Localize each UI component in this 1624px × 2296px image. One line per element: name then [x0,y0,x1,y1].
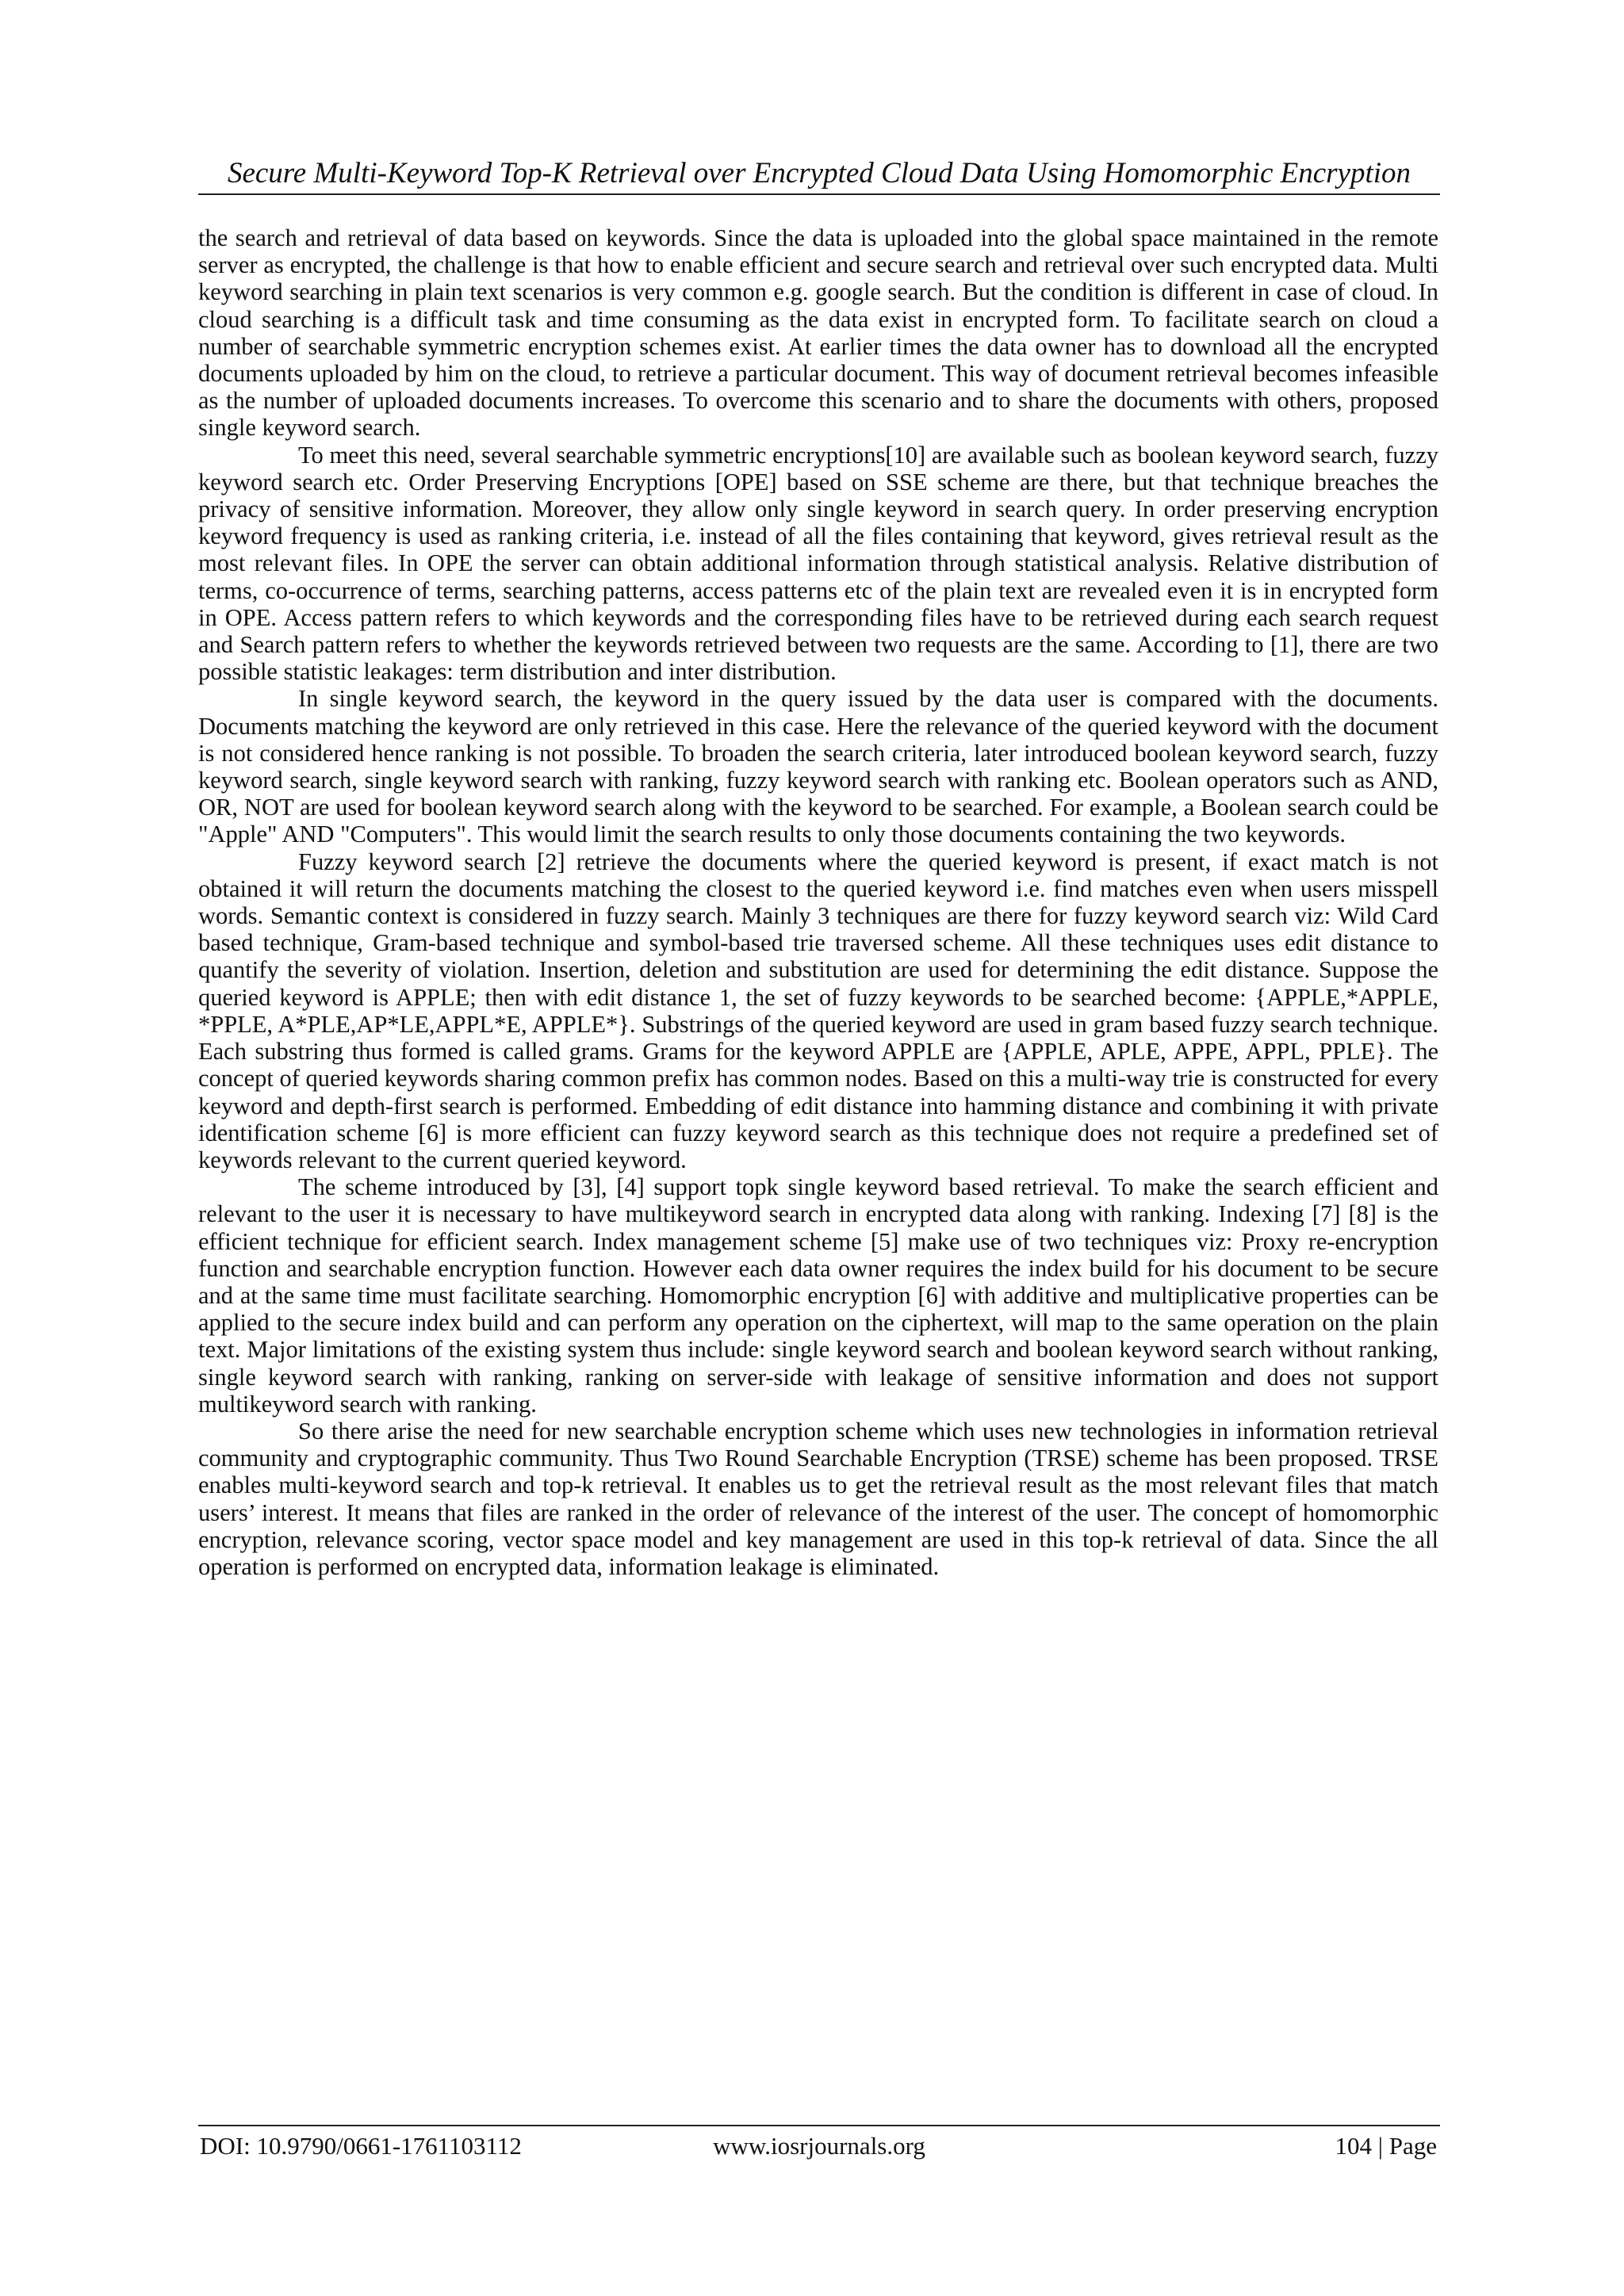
paragraph: Fuzzy keyword search [2] retrieve the documents where the queried keyword is present, if exact match is not obtained it will return the documents matching the closest to the queried keyword i.e. find matches even when users misspell words. Semantic context is considered in fuzzy search. Mainly 3 techniques are there for fuzzy keyword search viz: Wild Card based technique, Gram-based technique and symbol-based trie traversed scheme. All these techniques uses edit distance to quantify the severity of violation. Insertion, deletion and substitution are used for determining the edit distance. Suppose the queried keyword is APPLE; then with edit distance 1, the set of fuzzy keywords to be searched become: {APPLE,*APPLE, *PPLE, A*PLE,AP*LE,APPL*E, APPLE*}. Substrings of the queried keyword are used in gram based fuzzy search technique. Each substring thus formed is called grams. Grams for the keyword APPLE are {APPLE, APLE, APPE, APPL, PPLE}. The concept of queried keywords sharing common prefix has common nodes. Based on this a multi-way trie is constructed for every keyword and depth-first search is performed. Embedding of edit distance into hamming distance and combining it with private identification scheme [6] is more efficient can fuzzy keyword search as this technique does not require a predefined set of keywords relevant to the current queried keyword. [198,848,1438,1173]
paragraph: So there arise the need for new searchable encryption scheme which uses new technologies in information retrieval community and cryptographic community. Thus Two Round Searchable Encryption (TRSE) scheme has been proposed. TRSE enables multi-keyword search and top-k retrieval. It enables us to get the retrieval result as the most relevant files that match users’ interest. It means that files are ranked in the order of relevance of the interest of the user. The concept of homomorphic encryption, relevance scoring, vector space model and key management are used in this top-k retrieval of data. Since the all operation is performed on encrypted data, information leakage is eliminated. [198,1417,1438,1580]
doi-text: DOI: 10.9790/0661-1761103112 [200,2132,522,2160]
body-text [198,224,1438,1580]
page-number: 104 | Page [1335,2132,1437,2160]
paragraph: the search and retrieval of data based on keywords. Since the data is uploaded into the global space maintained in the remote server as encrypted, the challenge is that how to enable efficient and secure search and retrieval over such encrypted data. Multi keyword searching in plain text scenarios is very common e.g. google search. But the condition is different in case of cloud. In cloud searching is a difficult task and time consuming as the data exist in encrypted form. To facilitate search on cloud a number of searchable symmetric encryption schemes exist. At earlier times the data owner has to download all the encrypted documents uploaded by him on the cloud, to retrieve a particular document. This way of document retrieval becomes infeasible as the number of uploaded documents increases. To overcome this scenario and to share the documents with others, proposed single keyword search. [198,224,1438,442]
paragraph: The scheme introduced by [3], [4] support topk single keyword based retrieval. To make the search efficient and relevant to the user it is necessary to have multikeyword search in encrypted data along with ranking. Indexing [7] [8] is the efficient technique for efficient search. Index management scheme [5] make use of two techniques viz: Proxy re-encryption function and searchable encryption function. However each data owner requires the index build for his document to be secure and at the same time must facilitate searching. Homomorphic encryption [6] with additive and multiplicative properties can be applied to the secure index build and can perform any operation on the ciphertext, will map to the same operation on the plain text. Major limitations of the existing system thus include: single keyword search and boolean keyword search without ranking, single keyword search with ranking, ranking on server-side with leakage of sensitive information and does not support multikeyword search with ranking. [198,1173,1438,1418]
running-title: Secure Multi-Keyword Top-K Retrieval over Encrypted Cloud Data Using Homomorphic Encryption [227,157,1411,189]
paragraph: In single keyword search, the keyword in the query issued by the data user is compared with the documents. Documents matching the keyword are only retrieved in this case. Here the relevance of the queried keyword with the document is not considered hence ranking is not possible. To broaden the search criteria, later introduced boolean keyword search, fuzzy keyword search, single keyword search with ranking, fuzzy keyword search with ranking etc. Boolean operators such as AND, OR, NOT are used for boolean keyword search along with the keyword to be searched. For example, a Boolean search could be "Apple" AND "Computers". This would limit the search results to only those documents containing the two keywords. [198,685,1438,848]
header-rule [198,193,1440,195]
footer-rule [198,2125,1440,2126]
paragraph: To meet this need, several searchable symmetric encryptions[10] are available such as boolean keyword search, fuzzy keyword search etc. Order Preserving Encryptions [OPE] based on SSE scheme are there, but that technique breaches the privacy of sensitive information. Moreover, they allow only single keyword in search query. In order preserving encryption keyword frequency is used as ranking criteria, i.e. instead of all the files containing that keyword, gives retrieval result as the most relevant files. In OPE the server can obtain additional information through statistical analysis. Relative distribution of terms, co-occurrence of terms, searching patterns, access patterns etc of the plain text are revealed even it is in encrypted form in OPE. Access pattern refers to which keywords and the corresponding files have to be retrieved during each search request and Search pattern refers to whether the keywords retrieved between two requests are the same. According to [1], there are two possible statistic leakages: term distribution and inter distribution. [198,441,1438,686]
journal-website: www.iosrjournals.org [713,2132,925,2160]
page-footer [198,2131,1440,2163]
